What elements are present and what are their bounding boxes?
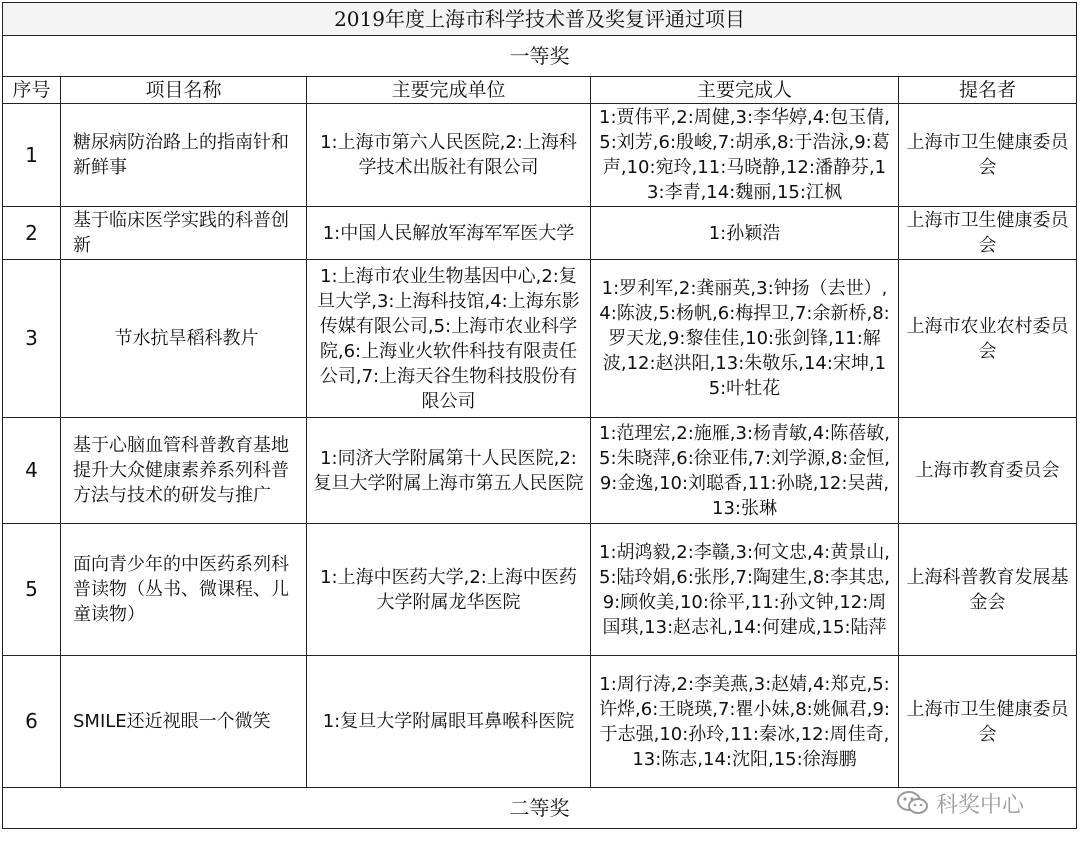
row-units: 1:上海市第六人民医院,2:上海科学技术出版社有限公司 [307, 104, 591, 207]
row-index: 1 [3, 104, 61, 207]
table-row [3, 207, 1077, 260]
row-units: 1:上海中医药大学,2:上海中医药大学附属龙华医院 [307, 524, 591, 656]
header-nominator: 提名者 [899, 77, 1077, 104]
table-row [3, 418, 1077, 524]
wechat-icon [896, 789, 930, 817]
row-nominator: 上海市卫生健康委员会 [899, 656, 1077, 788]
table-row [3, 524, 1077, 656]
award-table [2, 2, 1077, 829]
row-nominator: 上海科普教育发展基金会 [899, 524, 1077, 656]
row-project: SMILE还近视眼一个微笑 [61, 656, 307, 788]
row-project: 节水抗旱稻科教片 [61, 260, 307, 418]
watermark-text: 科奖中心 [936, 792, 1025, 818]
row-persons: 1:罗利军,2:龚丽英,3:钟扬（去世）,4:陈波,5:杨帆,6:梅捍卫,7:余新桥,8:罗天龙,9:黎佳佳,10:张剑锋,11:解波,12:赵洪阳,13:朱敬乐,14:宋坤,15:叶牡花 [591, 260, 899, 418]
row-index: 6 [3, 656, 61, 788]
header-project: 项目名称 [61, 77, 307, 104]
row-index: 5 [3, 524, 61, 656]
row-persons: 1:孙颖浩 [591, 207, 899, 260]
row-units: 1:同济大学附属第十人民医院,2:复旦大学附属上海市第五人民医院 [307, 418, 591, 524]
row-units: 1:中国人民解放军海军军医大学 [307, 207, 591, 260]
row-project: 基于心脑血管科普教育基地提升大众健康素养系列科普方法与技术的研发与推广 [61, 418, 307, 524]
row-persons: 1:贾伟平,2:周健,3:李华婷,4:包玉倩,5:刘芳,6:殷峻,7:胡承,8:于浩泳,9:葛声,10:宛玲,11:马晓静,12:潘静芬,13:李青,14:魏丽,15:江枫 [591, 104, 899, 207]
row-nominator: 上海市教育委员会 [899, 418, 1077, 524]
watermark [896, 786, 1056, 820]
row-persons: 1:胡鸿毅,2:李赣,3:何文忠,4:黄景山,5:陆玲娟,6:张彤,7:陶建生,8:李其忠,9:顾攸美,10:徐平,11:孙文钟,12:周国琪,13:赵志礼,14:何建成,15:陆萍 [591, 524, 899, 656]
row-project: 基于临床医学实践的科普创新 [61, 207, 307, 260]
row-nominator: 上海市卫生健康委员会 [899, 104, 1077, 207]
table-row [3, 260, 1077, 418]
row-nominator: 上海市卫生健康委员会 [899, 207, 1077, 260]
table-row [3, 104, 1077, 207]
table-row [3, 656, 1077, 788]
header-index: 序号 [3, 77, 61, 104]
row-nominator: 上海市农业农村委员会 [899, 260, 1077, 418]
table-title: 2019年度上海市科学技术普及奖复评通过项目 [3, 3, 1077, 36]
header-row [3, 77, 1077, 104]
header-persons: 主要完成人 [591, 77, 899, 104]
header-units: 主要完成单位 [307, 77, 591, 104]
award-level-first: 一等奖 [3, 36, 1077, 77]
row-index: 3 [3, 260, 61, 418]
row-project: 糖尿病防治路上的指南针和新鲜事 [61, 104, 307, 207]
row-units: 1:复旦大学附属眼耳鼻喉科医院 [307, 656, 591, 788]
row-index: 2 [3, 207, 61, 260]
award-level-second: 二等奖 [3, 788, 1077, 829]
row-units: 1:上海市农业生物基因中心,2:复旦大学,3:上海科技馆,4:上海东影传媒有限公司,5:上海市农业科学院,6:上海业火软件科技有限责任公司,7:上海天谷生物科技股份有限公司 [307, 260, 591, 418]
row-index: 4 [3, 418, 61, 524]
row-project: 面向青少年的中医药系列科普读物（丛书、微课程、儿童读物） [61, 524, 307, 656]
row-persons: 1:周行涛,2:李美燕,3:赵婧,4:郑克,5:许烨,6:王晓瑛,7:瞿小妹,8:姚佩君,9:于志强,10:孙玲,11:秦冰,12:周佳奇,13:陈志,14:沈阳,15:徐海鹏 [591, 656, 899, 788]
row-persons: 1:范理宏,2:施雁,3:杨青敏,4:陈蓓敏,5:朱晓萍,6:徐亚伟,7:刘学源,8:金恒,9:金逸,10:刘聪香,11:孙晓,12:吴茜,13:张琳 [591, 418, 899, 524]
